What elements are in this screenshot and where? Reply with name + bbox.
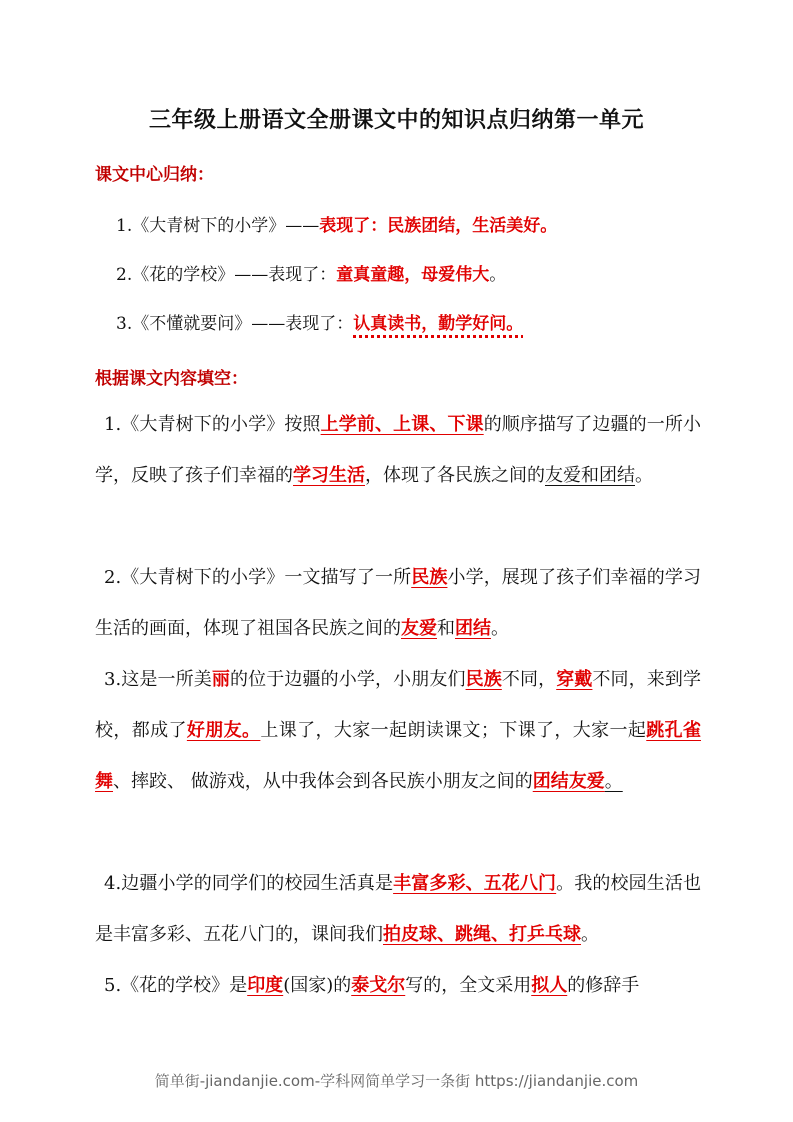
answer-text: 团结友爱 — [532, 771, 605, 792]
answer-text: 印度 — [247, 975, 284, 996]
item-tail: 。 — [489, 265, 507, 285]
text: 。我的校园生活也是丰富多彩、五花八门的，课间我们 — [95, 873, 702, 945]
text: 、摔跤、 做游戏，从中我体会到各民族小朋友之间的 — [113, 771, 533, 792]
text: 3.这是一所美 — [104, 669, 212, 690]
fill-paragraph-5 — [95, 960, 701, 1011]
section-heading-summary: 课文中心归纳： — [95, 165, 214, 185]
text: ，体现了各民族之间的 — [365, 465, 545, 486]
answer-text: 学习生活 — [293, 465, 365, 486]
answer-text: 友爱 — [401, 618, 437, 639]
text: 的顺序描写了边疆的一所小学，反映了孩子们幸福的 — [95, 414, 701, 486]
fill-paragraph-4 — [95, 858, 701, 960]
text: 1.《大青树下的小学》按照 — [104, 414, 321, 435]
text: 写的，全文采用 — [405, 975, 532, 996]
summary-item — [116, 309, 523, 334]
item-text: 表现了： — [268, 265, 337, 285]
answer-text: 拍皮球、跳绳、打乒乓球 — [383, 924, 581, 945]
text: 的位于边疆的小学，小朋友们 — [230, 669, 466, 690]
fill-paragraph-2 — [95, 552, 701, 654]
text: 不同，来到学校，都成了 — [95, 669, 702, 741]
answer-text: 丽 — [211, 669, 231, 690]
text: 和 — [437, 618, 455, 639]
answer-text: 民族 — [411, 567, 448, 588]
answer-text: 认真读书，勤学好问。 — [353, 314, 524, 334]
text: 4.边疆小学的同学们的校园生活真是 — [104, 873, 394, 894]
fill-paragraph-3 — [95, 654, 701, 807]
page-footer: 简单街-jiandanjie.com-学科网简单学习一条街 https://jiandanjie.com — [154, 1072, 639, 1090]
item-number: 2. — [116, 265, 133, 285]
text: (国家)的 — [283, 975, 352, 996]
answer-text: 拟人 — [531, 975, 568, 996]
answer-text: 丰富多彩、五花八门 — [393, 873, 557, 894]
section-heading-fill: 根据课文内容填空： — [95, 369, 248, 389]
text: 小学，展现了孩子们幸福的学习生活的画面，体现了祖国各民族之间的 — [95, 567, 702, 639]
book-title: 《花的学校》 — [132, 265, 235, 285]
dash: —— — [285, 216, 320, 236]
answer-text: 友爱和团结 — [545, 465, 635, 486]
fill-paragraph-1 — [95, 399, 701, 501]
answer-text: 童真童趣，母爱伟大 — [336, 265, 490, 285]
book-title: 《不懂就要问》 — [132, 314, 252, 334]
text: 。 — [491, 618, 509, 639]
text: 的修辞手 — [567, 975, 640, 996]
dash: —— — [234, 265, 269, 285]
item-number: 3. — [116, 314, 133, 334]
text: 。 — [604, 771, 623, 792]
text: 上课了，大家一起朗读课文；下课了，大家一起 — [260, 720, 647, 741]
item-text: 表现了： — [285, 314, 354, 334]
text: 。 — [635, 465, 653, 486]
dash: —— — [251, 314, 286, 334]
answer-text: 穿戴 — [556, 669, 593, 690]
answer-text: 上学前、上课、下课 — [320, 414, 484, 435]
book-title: 《大青树下的小学》 — [132, 216, 286, 236]
answer-text: 民族 — [465, 669, 502, 690]
answer-text: 团结 — [455, 618, 491, 639]
answer-text: 跳孔雀舞 — [95, 720, 701, 792]
answer-text: 泰戈尔 — [351, 975, 406, 996]
text: 。 — [581, 924, 599, 945]
item-number: 1. — [116, 216, 133, 236]
summary-item — [116, 260, 506, 285]
text: 5.《花的学校》是 — [104, 975, 248, 996]
answer-text: 表现了：民族团结，生活美好。 — [319, 216, 558, 236]
text: 不同， — [501, 669, 557, 690]
summary-item — [116, 211, 557, 236]
page-title: 三年级上册语文全册课文中的知识点归纳第一单元 — [148, 108, 644, 133]
answer-text: 好朋友。 — [186, 720, 261, 741]
text: 2.《大青树下的小学》一文描写了一所 — [104, 567, 412, 588]
